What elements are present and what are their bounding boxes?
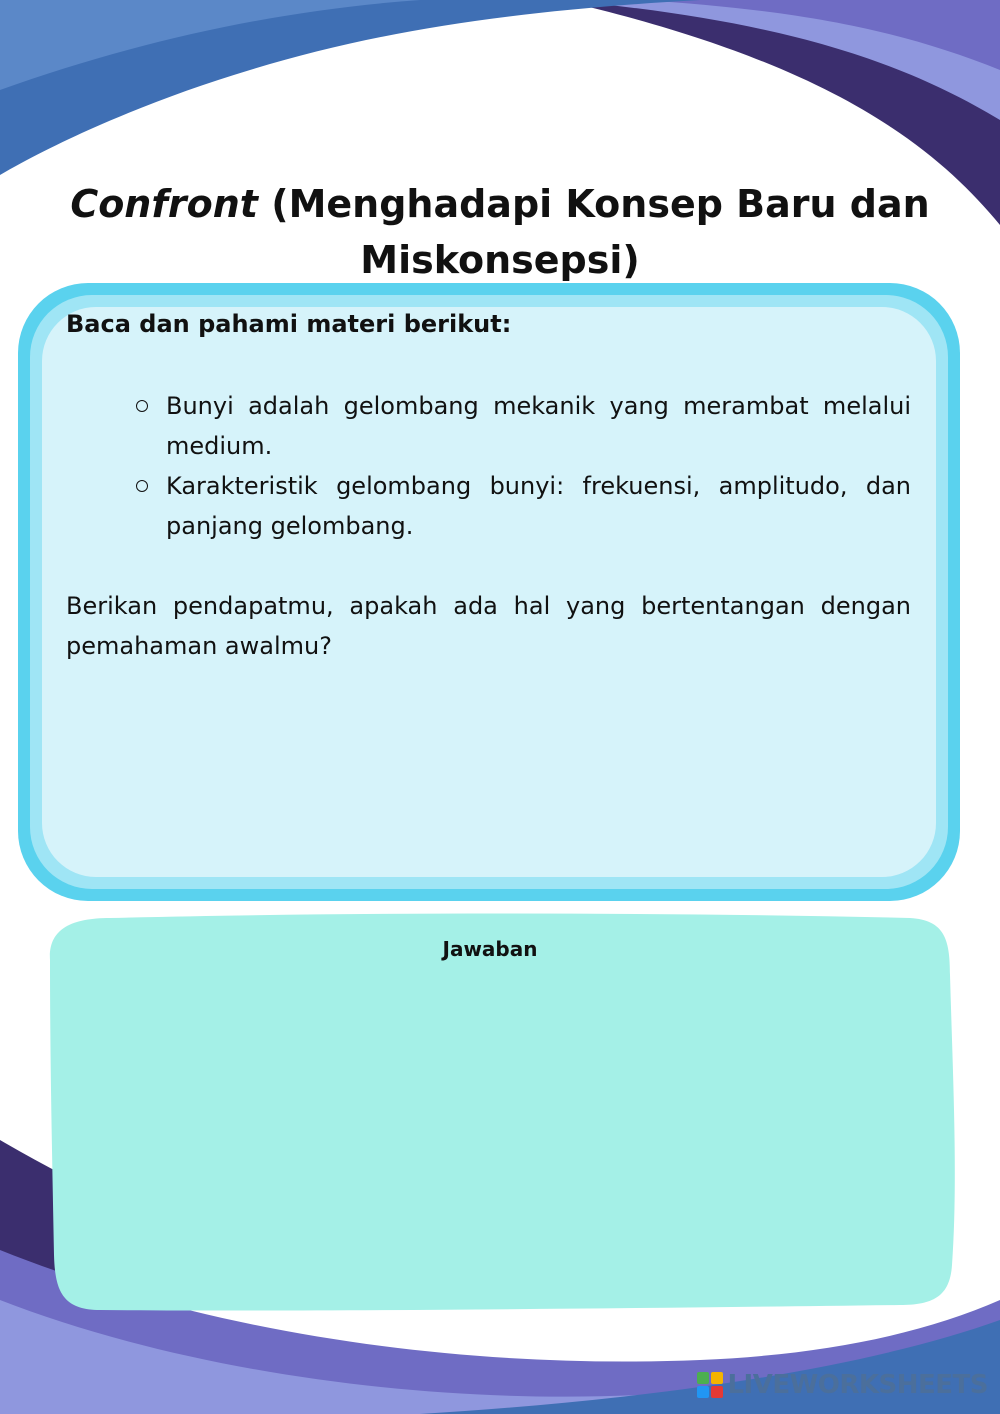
- bullet-circle-icon: [136, 400, 148, 412]
- answer-label: Jawaban: [442, 937, 538, 961]
- page-title: [60, 176, 940, 288]
- question-text: Berikan pendapatmu, apakah ada hal yang bertentangan dengan pemahaman awalmu?: [66, 592, 911, 660]
- material-bullet-list: [66, 386, 911, 546]
- bullet-text: Bunyi adalah gelombang mekanik yang merambat melalui medium.: [166, 392, 911, 460]
- bullet-item: [136, 466, 911, 546]
- title-italic-part: Confront: [70, 182, 258, 226]
- logo-text: LIVEWORKSHEETS: [727, 1370, 988, 1400]
- card-heading: Baca dan pahami materi berikut:: [66, 310, 512, 338]
- bullet-text: Karakteristik gelombang bunyi: frekuensi, amplitudo, dan panjang gelombang.: [166, 472, 911, 540]
- title-rest: (Menghadapi Konsep Baru dan Miskonsepsi): [257, 182, 930, 282]
- bullet-circle-icon: [136, 480, 148, 492]
- bullet-item: [136, 386, 911, 466]
- liveworksheets-logo: [697, 1368, 988, 1402]
- answer-box: [50, 914, 955, 1311]
- liveworksheets-logo-icon: [697, 1372, 723, 1398]
- material-card-content: [66, 304, 911, 666]
